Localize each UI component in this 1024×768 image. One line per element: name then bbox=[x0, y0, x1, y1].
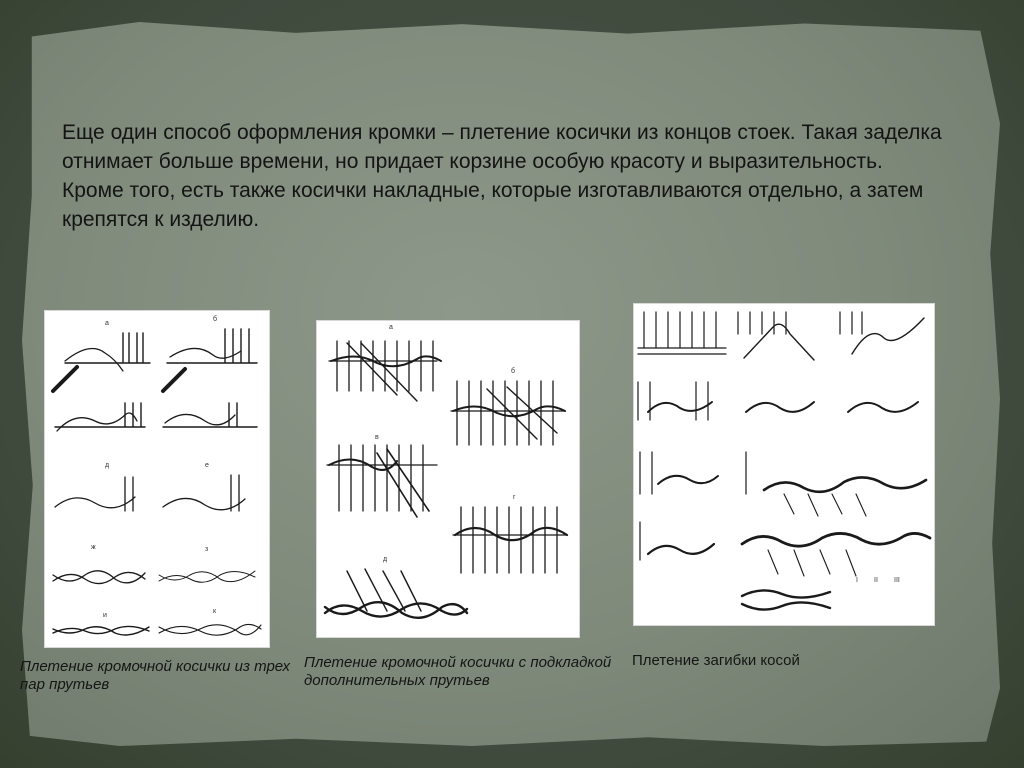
figure-3-caption: Плетение загибки косой bbox=[632, 652, 800, 669]
figure-3-label-2: II bbox=[874, 577, 878, 584]
braid-illustration-2 bbox=[317, 321, 579, 637]
row-3 bbox=[640, 452, 926, 516]
figure-2-label-g: г bbox=[513, 494, 516, 501]
step-a bbox=[53, 333, 150, 391]
figure-2-label-d: д bbox=[383, 556, 388, 563]
figure-1-image bbox=[44, 310, 270, 648]
figure-1-label-i: и bbox=[103, 612, 107, 619]
row-5 bbox=[742, 590, 830, 609]
paragraph-2: Кроме того, есть также косички накладные, которые изготавливаются отдельно, а затем крепятся к изделию. bbox=[62, 179, 924, 231]
figure-3-label-3: III bbox=[894, 577, 900, 584]
figure-3-label-1: I bbox=[856, 577, 858, 584]
step-d2 bbox=[453, 507, 567, 573]
step-c bbox=[55, 403, 257, 431]
figure-2-label-b: б bbox=[511, 368, 516, 375]
figure-2-image bbox=[316, 320, 580, 638]
step-e2 bbox=[325, 569, 467, 618]
braid-illustration-1 bbox=[45, 311, 269, 647]
figure-1-label-d: д bbox=[105, 462, 110, 469]
figure-1-label-a: а bbox=[105, 320, 109, 327]
step-c2 bbox=[327, 445, 437, 517]
figure-1-label-z: з bbox=[205, 546, 209, 553]
figure-1-label-zh: ж bbox=[91, 544, 96, 551]
row-2 bbox=[638, 382, 918, 420]
figure-1-label-e: е bbox=[205, 462, 209, 469]
step-e bbox=[53, 571, 255, 584]
step-a2 bbox=[329, 341, 441, 401]
figure-1-label-b: б bbox=[213, 316, 218, 323]
braid-illustration-3 bbox=[634, 304, 934, 625]
figure-3-image bbox=[633, 303, 935, 626]
step-d bbox=[55, 475, 245, 511]
step-f bbox=[53, 624, 261, 635]
slide-text bbox=[62, 118, 962, 234]
figure-1-caption: Плетение кромочной косички из трех пар прутьев bbox=[20, 658, 290, 693]
row-1 bbox=[638, 312, 924, 360]
figure-1-label-k: к bbox=[213, 608, 217, 615]
figure-2-label-a: а bbox=[389, 324, 393, 331]
figure-2-caption: Плетение кромочной косички с подкладкой дополнительных прутьев bbox=[304, 654, 612, 689]
figure-2-label-v: в bbox=[375, 434, 379, 441]
row-4 bbox=[640, 522, 930, 584]
paragraph-1: Еще один способ оформления кромки – плетение косички из концов стоек. Такая заделка отнимает больше времени, но придает корзине особую красоту и выразительность. bbox=[62, 121, 942, 173]
step-b bbox=[163, 329, 257, 391]
step-b2 bbox=[451, 381, 565, 445]
